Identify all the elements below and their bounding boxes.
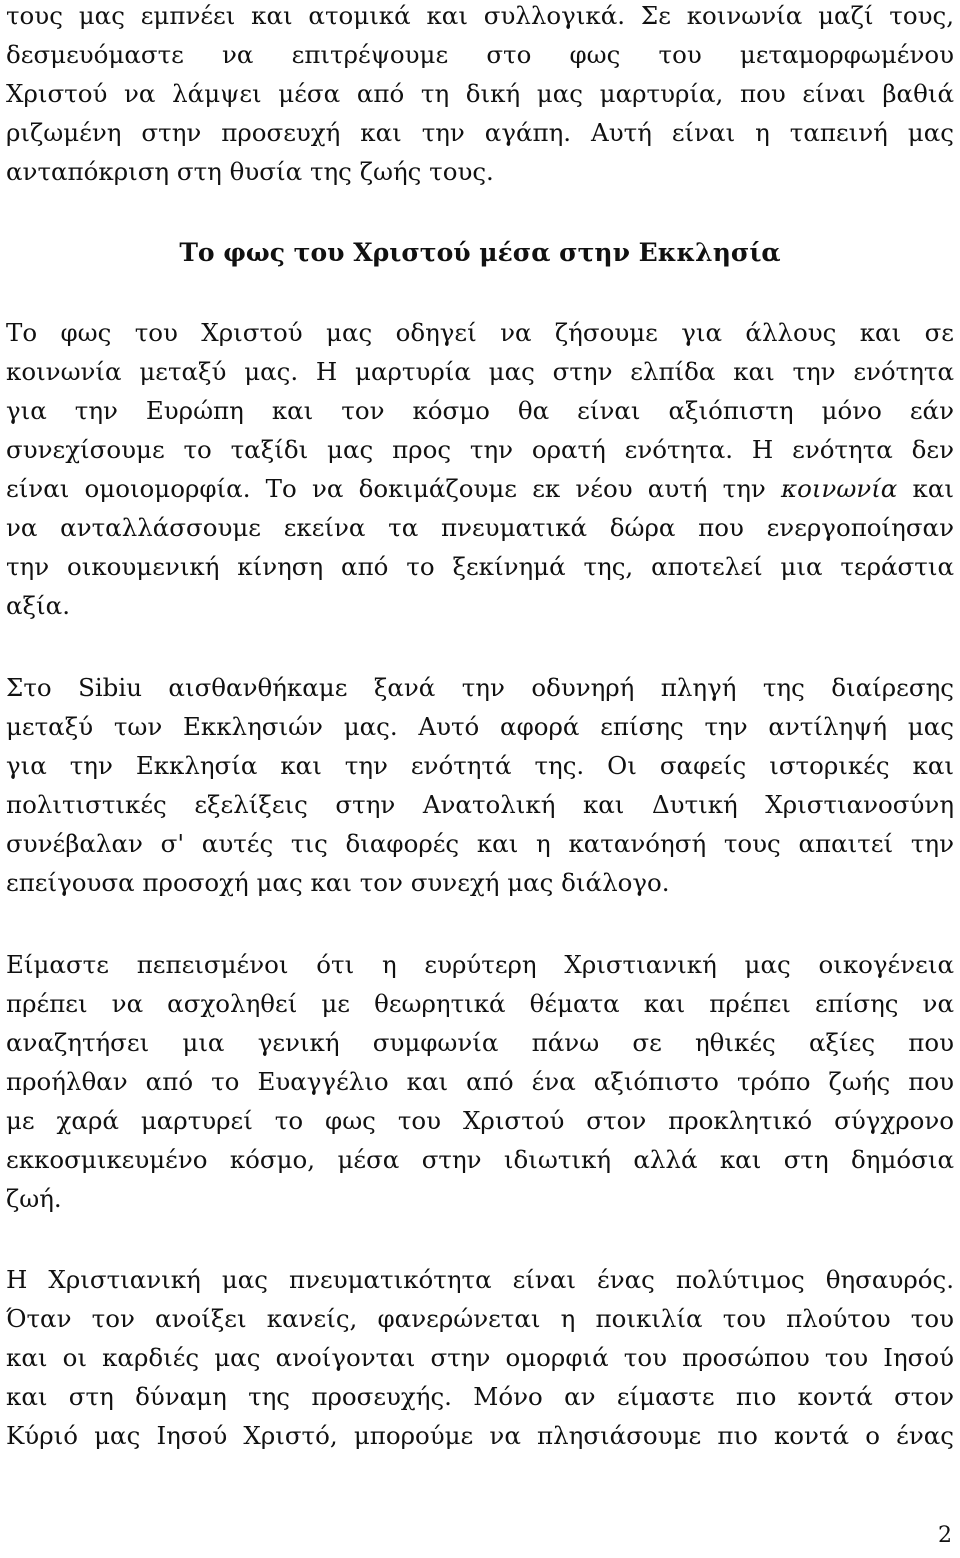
paragraph-line: επείγουσα προσοχή μας και τον συνεχή μας διάλογο. <box>6 868 670 897</box>
paragraph-line: Όταν τον ανοίξει κανείς, φανερώνεται η ποικιλία του πλούτου του <box>6 1304 954 1333</box>
paragraph-line: Κύριό μας Ιησού Χριστό, μπορούμε να πλησιάσουμε πιο κοντά ο ένας <box>6 1421 954 1450</box>
paragraph-line: να ανταλλάσσουμε εκείνα τα πνευματικά δώρα που ενεργοποίησαν <box>6 513 954 542</box>
paragraph-line: συνεχίσουμε το ταξίδι μας προς την ορατή ενότητα. Η ενότητα δεν <box>6 435 954 464</box>
paragraph-line: με χαρά μαρτυρεί το φως του Χριστού στον προκλητικό σύγχρονο <box>6 1106 954 1135</box>
paragraph-line: Χριστού να λάμψει μέσα από τη δική μας μαρτυρία, που είναι βαθιά <box>6 79 954 108</box>
section-heading: Το φως του Χριστού μέσα στην Εκκλησία <box>179 238 781 267</box>
text-segment: είναι ομοιομορφία. Το να δοκιμάζουμε εκ νέου αυτή την <box>6 474 781 503</box>
paragraph-line: Στο Sibiu αισθανθήκαμε ξανά την οδυνηρή πληγή της διαίρεσης <box>6 673 954 702</box>
paragraph-line <box>6 473 954 505</box>
paragraph-line: ανταπόκριση στη θυσία της ζωής τους. <box>6 157 494 186</box>
paragraph-line: κοινωνία μεταξύ μας. Η μαρτυρία μας στην ελπίδα και την ενότητα <box>6 357 954 386</box>
paragraph-line: προήλθαν από το Ευαγγέλιο και από ένα αξιόπιστο τρόπο ζωής που <box>6 1067 954 1096</box>
paragraph-line: μεταξύ των Εκκλησιών μας. Αυτό αφορά επίσης την αντίληψή μας <box>6 712 954 741</box>
paragraph-line: Είμαστε πεπεισμένοι ότι η ευρύτερη Χριστιανική μας οικογένεια <box>6 950 954 979</box>
paragraph-line: για την Εκκλησία και την ενότητά της. Οι σαφείς ιστορικές και <box>6 751 954 780</box>
paragraph-line: ζωή. <box>6 1184 62 1213</box>
paragraph-line: Η Χριστιανική μας πνευματικότητα είναι ένας πολύτιμος θησαυρός. <box>6 1265 954 1294</box>
paragraph-line: εκκοσμικευμένο κόσμο, μέσα στην ιδιωτική αλλά και στη δημόσια <box>6 1145 954 1174</box>
paragraph-line: δεσμευόμαστε να επιτρέψουμε στο φως του μεταμορφωμένου <box>6 40 954 69</box>
paragraph-line: αξία. <box>6 591 70 620</box>
page-number: 2 <box>938 1523 952 1548</box>
paragraph-line: αναζητήσει μια γενική συμφωνία πάνω σε ηθικές αξίες που <box>6 1028 954 1057</box>
paragraph-line: πολιτιστικές εξελίξεις στην Ανατολική και Δυτική Χριστιανοσύνη <box>6 790 954 819</box>
italic-term: κοινωνία <box>781 474 898 503</box>
paragraph-line: συνέβαλαν σ' αυτές τις διαφορές και η κατανόησή τους απαιτεί την <box>6 829 954 858</box>
paragraph-line: τους μας εμπνέει και ατομικά και συλλογικά. Σε κοινωνία μαζί τους, <box>6 1 954 30</box>
paragraph-line: ριζωμένη στην προσευχή και την αγάπη. Αυτή είναι η ταπεινή μας <box>6 118 954 147</box>
paragraph-line: πρέπει να ασχοληθεί με θεωρητικά θέματα και πρέπει επίσης να <box>6 989 954 1018</box>
paragraph-line: την οικουμενική κίνηση από το ξεκίνημά της, αποτελεί μια τεράστια <box>6 552 954 581</box>
paragraph-line: και οι καρδιές μας ανοίγονται στην ομορφιά του προσώπου του Ιησού <box>6 1343 954 1372</box>
paragraph-line: και στη δύναμη της προσευχής. Μόνο αν είμαστε πιο κοντά στον <box>6 1382 954 1411</box>
paragraph-line: Το φως του Χριστού μας οδηγεί να ζήσουμε για άλλους και σε <box>6 318 954 347</box>
paragraph-line: για την Ευρώπη και τον κόσμο θα είναι αξιόπιστη μόνο εάν <box>6 396 954 425</box>
text-segment: και <box>897 474 954 503</box>
